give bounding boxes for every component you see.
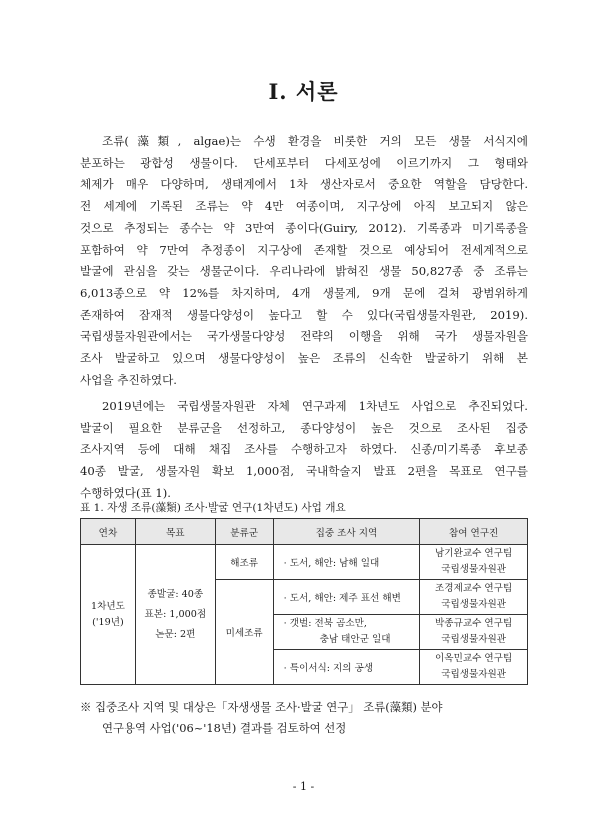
note-mark: ※ — [80, 700, 92, 714]
text-line: 40종 발굴, 생물자원 확보 1,000점, 국내학술지 발표 2편을 목표로 연구를 — [80, 464, 528, 479]
taxa-seaweed: 해조류 — [215, 545, 273, 580]
region-line: 충남 태안군 일대 — [319, 634, 391, 645]
region-cell — [273, 615, 420, 650]
taxa-microalgae: 미세조류 — [215, 580, 273, 685]
researcher-cell — [420, 580, 528, 615]
goal-papers: 논문: 2편 — [155, 628, 196, 640]
table-caption: 표 1. 자생 조류(藻類) 조사·발굴 연구(1차년도) 사업 개요 — [80, 502, 346, 514]
header-year: 연차 — [81, 519, 136, 545]
table-row — [81, 545, 528, 580]
researcher-team: 조경제교수 연구팀 — [435, 583, 513, 594]
note-line — [80, 697, 540, 718]
header-researchers: 참여 연구진 — [420, 519, 528, 545]
text-line: 6,013종으로 약 12%를 차지하며, 4개 생물계, 9개 문에 걸쳐 광범위하게 — [80, 285, 528, 300]
text-line: 체제가 매우 다양하며, 생태계에서 1차 생산자로서 중요한 역할을 담당한다. — [80, 177, 528, 192]
table-header-row — [81, 519, 528, 545]
goal-species: 종발굴: 40종 — [147, 588, 204, 600]
goal-specimens: 표본: 1,000점 — [144, 608, 207, 620]
plan-paragraph — [80, 396, 528, 505]
text-line: 것으로 추정되는 종수는 약 3만여 종이다(Guiry, 2012). 기록종과 미기록종을 — [80, 220, 528, 235]
researcher-team: 박종규교수 연구팀 — [435, 618, 513, 629]
region-cell: · 도서, 해안: 제주 표선 해변 — [273, 580, 420, 615]
text-line: 조사 발굴하고 있으며 생물다양성이 높은 조류의 신속한 발굴하기 위해 본 — [80, 351, 528, 366]
year-label: 1차년도 — [90, 600, 125, 612]
researcher-institute: 국립생물자원관 — [441, 669, 507, 680]
text-line: 존재하여 잠재적 생물다양성이 높다고 할 수 있다(국립생물자원관, 2019). — [80, 307, 528, 322]
text-line: 수행하였다(표 1). — [80, 485, 171, 500]
page-title: Ⅰ. 서론 — [268, 79, 339, 104]
text-line: 조류(藻類, algae)는 수생 환경을 비롯한 거의 모든 생물 서식지에 — [102, 134, 528, 148]
header-goal: 목표 — [135, 519, 215, 545]
text-line: 발굴이 필요한 분류군을 선정하고, 종다양성이 높은 것으로 조사된 집중 — [80, 420, 528, 435]
year-sub-label: ('19년) — [92, 616, 124, 628]
researcher-institute: 국립생물자원관 — [441, 599, 507, 610]
text-line: 2019년에는 국립생물자원관 자체 연구과제 1차년도 사업으로 추진되었다. — [102, 399, 528, 413]
intro-paragraph — [80, 131, 528, 391]
project-overview-table — [80, 518, 528, 685]
text-line: 사업을 추진하였다. — [80, 372, 177, 387]
researcher-team: 남기완교수 연구팀 — [435, 548, 513, 559]
text-line: 분포하는 광합성 생물이다. 단세포부터 다세포성에 이르기까지 그 형태와 — [80, 155, 528, 170]
header-taxa: 분류군 — [215, 519, 273, 545]
header-region: 집중 조사 지역 — [273, 519, 420, 545]
researcher-cell — [420, 545, 528, 580]
table-note — [80, 697, 540, 739]
region-cell: · 도서, 해안: 남해 일대 — [273, 545, 420, 580]
text-line: 포함하여 약 7만여 추정종이 지구상에 존재할 것으로 예상되어 전세계적으로 — [80, 242, 528, 257]
researcher-cell — [420, 650, 528, 685]
text-line: 발굴에 관심을 갖는 생물군이다. 우리나라에 밝혀진 생물 50,827종 중 조류는 — [80, 264, 528, 279]
text-line: 국립생물자원관에서는 국가생물다양성 전략의 이행을 위해 국가 생물자원을 — [80, 329, 528, 344]
goal-cell — [135, 545, 215, 685]
text-line: 조사지역 등에 대해 채집 조사를 수행하고자 하였다. 신종/미기록종 후보종 — [80, 442, 528, 457]
region-line: · 갯벌: 전북 곰소만, — [283, 618, 367, 629]
note-text: 집중조사 지역 및 대상은「자생생물 조사·발굴 연구」 조류(藻類) 분야 — [95, 700, 443, 714]
note-line: 연구용역 사업('06~'18년) 결과를 검토하여 선정 — [102, 721, 347, 735]
page-number: - 1 - — [292, 780, 315, 793]
region-cell: · 특이서식: 지의 공생 — [273, 650, 420, 685]
researcher-cell — [420, 615, 528, 650]
researcher-institute: 국립생물자원관 — [441, 564, 507, 575]
text-line: 전 세계에 기록된 조류는 약 4만 여종이며, 지구상에 아직 보고되지 않은 — [80, 199, 528, 214]
researcher-team: 이옥민교수 연구팀 — [435, 653, 513, 664]
researcher-institute: 국립생물자원관 — [441, 634, 507, 645]
year-cell — [81, 545, 136, 685]
